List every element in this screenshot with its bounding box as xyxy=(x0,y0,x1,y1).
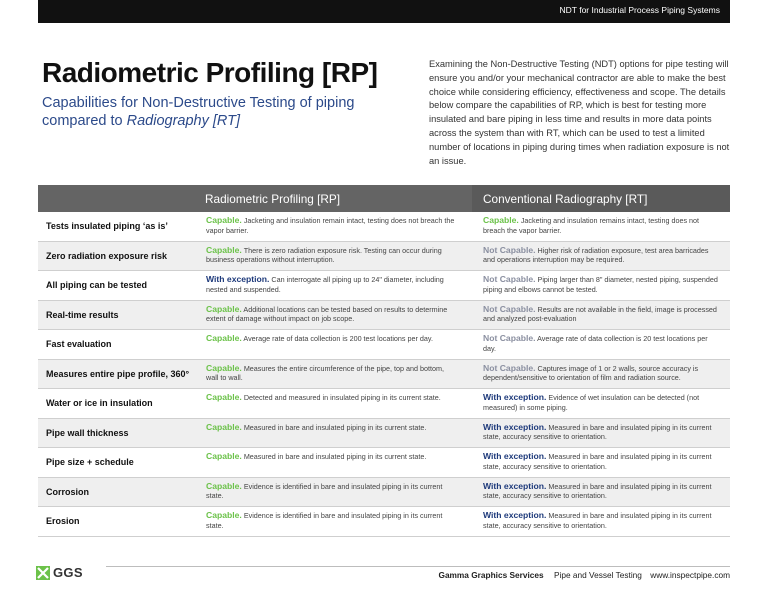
rp-cell xyxy=(198,242,472,271)
table-body xyxy=(38,212,730,537)
rp-cell xyxy=(198,389,472,418)
header-tagline: NDT for Industrial Process Piping Systems xyxy=(559,5,720,15)
rp-cell xyxy=(198,360,472,389)
rp-cell xyxy=(198,271,472,300)
table-row xyxy=(38,271,730,301)
cell-description: Measured in bare and insulated piping in its current state. xyxy=(241,422,427,432)
row-label: Corrosion xyxy=(46,486,90,497)
cell-description: Evidence of wet insulation can be detected (not measured) in some piping. xyxy=(483,393,700,412)
cell-description: Jacketing and insulation remains intact, testing does not breach the vapor barrier. xyxy=(483,216,700,235)
status-label: Capable. xyxy=(206,333,242,343)
status-label: Capable. xyxy=(206,362,242,373)
table-row xyxy=(38,330,730,360)
row-label: Erosion xyxy=(46,516,80,527)
status-label: Capable. xyxy=(206,215,242,225)
status-label: Not Capable. xyxy=(483,244,536,255)
cell-description: Average rate of data collection is 20 test locations per day. xyxy=(483,334,708,353)
footer-website[interactable]: www.inspectpipe.com xyxy=(650,570,730,580)
status-label: With exception. xyxy=(483,510,547,520)
footer-service: Pipe and Vessel Testing xyxy=(553,570,642,580)
status-label: Capable. xyxy=(206,510,242,520)
subtitle-italic: Radiography [RT] xyxy=(126,113,241,129)
header-blank-cell xyxy=(38,185,198,212)
cell-description: There is zero radiation exposure risk. Testing can occur during business operations without interruption. xyxy=(206,245,442,265)
table-row xyxy=(38,301,730,331)
status-label: Capable. xyxy=(206,451,242,461)
status-label: With exception. xyxy=(483,421,547,432)
rp-cell xyxy=(198,478,472,507)
rt-cell xyxy=(472,448,730,477)
cell-description: Measured in bare and insulated piping in its current state. xyxy=(241,452,427,461)
footer-divider xyxy=(106,566,730,567)
rp-cell xyxy=(198,507,472,536)
rt-cell xyxy=(472,271,730,300)
ggs-logo xyxy=(36,565,83,580)
table-row xyxy=(38,360,730,390)
row-label: Fast evaluation xyxy=(46,339,112,350)
status-label: Not Capable. xyxy=(483,274,536,284)
logo-mark-icon xyxy=(36,566,50,580)
intro-paragraph: Examining the Non-Destructive Testing (NDT) options for pipe testing will ensure you and/or your mechanical contractor are able to make the best choice while considering efficiency, effectiveness and scope. The details below compare the capabilities of RP, which is best for testing more insulated and bare piping in less time and results in more data points across the system than with RT, which can be used to test a limited number of locations in piping during times when radiation exposure is not an issue. xyxy=(429,59,730,166)
rt-cell xyxy=(472,478,730,507)
rt-cell xyxy=(472,212,730,241)
rp-cell xyxy=(198,419,472,448)
rt-cell xyxy=(472,242,730,271)
rt-cell xyxy=(472,360,730,389)
table-row xyxy=(38,389,730,419)
row-label: Measures entire pipe profile, 360° xyxy=(46,368,190,379)
status-label: With exception. xyxy=(483,451,547,461)
rt-cell xyxy=(472,301,730,330)
status-label: Capable. xyxy=(206,244,242,255)
rp-cell xyxy=(198,301,472,330)
rp-cell xyxy=(198,212,472,241)
cell-description: Additional locations can be tested based on results to determine extent of damage without impact on job scope. xyxy=(206,304,448,324)
rt-cell xyxy=(472,389,730,418)
status-label: Not Capable. xyxy=(483,303,536,314)
header-rp: Radiometric Profiling [RP] xyxy=(198,185,472,212)
table-row xyxy=(38,242,730,272)
cell-description: Evidence is identified in bare and insulated piping in its current state. xyxy=(206,481,443,501)
cell-description: Measured in bare and insulated piping in its current state, accuracy sensitive to orientation. xyxy=(483,481,712,501)
cell-description: Jacketing and insulation remain intact, testing does not breach the vapor barrier. xyxy=(206,216,455,235)
row-label: All piping can be tested xyxy=(46,280,148,291)
top-banner xyxy=(38,0,730,23)
row-label: Real-time results xyxy=(46,309,119,320)
row-label: Pipe size + schedule xyxy=(46,457,134,468)
rp-cell xyxy=(198,448,472,477)
rt-cell xyxy=(472,507,730,536)
header-rt: Conventional Radiography [RT] xyxy=(472,185,730,212)
status-label: Capable. xyxy=(206,303,242,314)
status-label: With exception. xyxy=(483,392,547,402)
table-row xyxy=(38,419,730,449)
cell-description: Results are not available in the field, image is processed and analyzed post-evaluation xyxy=(483,304,717,324)
row-label: Tests insulated piping ‘as is’ xyxy=(46,221,168,232)
table-row xyxy=(38,212,730,242)
cell-description: Captures image of 1 or 2 walls, source accuracy is dependent/sensitive to orientation of film and radiation source. xyxy=(483,363,699,383)
cell-description: Measures the entire circumference of the pipe, top and bottom, wall to wall. xyxy=(206,363,444,383)
cell-description: Measured in bare and insulated piping in its current state, accuracy sensitive to orientation. xyxy=(483,452,712,471)
status-label: Capable. xyxy=(206,421,242,432)
status-label: With exception. xyxy=(483,480,547,491)
status-label: Capable. xyxy=(206,480,242,491)
rt-cell xyxy=(472,330,730,359)
table-header xyxy=(38,185,730,212)
row-label: Water or ice in insulation xyxy=(46,398,153,409)
status-label: With exception. xyxy=(206,274,270,284)
table-row xyxy=(38,478,730,508)
table-row xyxy=(38,507,730,537)
rt-cell xyxy=(472,419,730,448)
footer-info xyxy=(438,570,730,580)
cell-description: Average rate of data collection is 200 test locations per day. xyxy=(241,334,433,343)
status-label: Capable. xyxy=(206,392,242,402)
cell-description: Piping larger than 8" diameter, nested piping, suspended piping and elbows cannot be tested. xyxy=(483,275,718,294)
page-title: Radiometric Profiling [RP] xyxy=(42,57,378,88)
row-label: Zero radiation exposure risk xyxy=(46,250,168,261)
logo-text: GGS xyxy=(53,565,83,580)
cell-description: Higher risk of radiation exposure, test area barricades and operations interruption may be required. xyxy=(483,245,709,265)
cell-description: Measured in bare and insulated piping in its current state, accuracy sensitive to orientation. xyxy=(483,422,712,442)
cell-description: Can interrogate all piping up to 24" diameter, including nested and suspended. xyxy=(206,275,444,294)
table-row xyxy=(38,448,730,478)
cell-description: Measured in bare and insulated piping in its current state, accuracy sensitive to orientation. xyxy=(483,511,712,530)
status-label: Capable. xyxy=(483,215,519,225)
subtitle-text: Capabilities for Non-Destructive Testing of piping compared to xyxy=(42,95,355,129)
footer-company: Gamma Graphics Services xyxy=(438,570,544,580)
rp-cell xyxy=(198,330,472,359)
cell-description: Evidence is identified in bare and insulated piping in its current state. xyxy=(206,511,443,530)
row-label: Pipe wall thickness xyxy=(46,427,129,438)
cell-description: Detected and measured in insulated piping in its current state. xyxy=(241,393,441,402)
status-label: Not Capable. xyxy=(483,362,536,373)
status-label: Not Capable. xyxy=(483,333,536,343)
comparison-table xyxy=(38,185,730,537)
page-subtitle xyxy=(42,94,372,130)
